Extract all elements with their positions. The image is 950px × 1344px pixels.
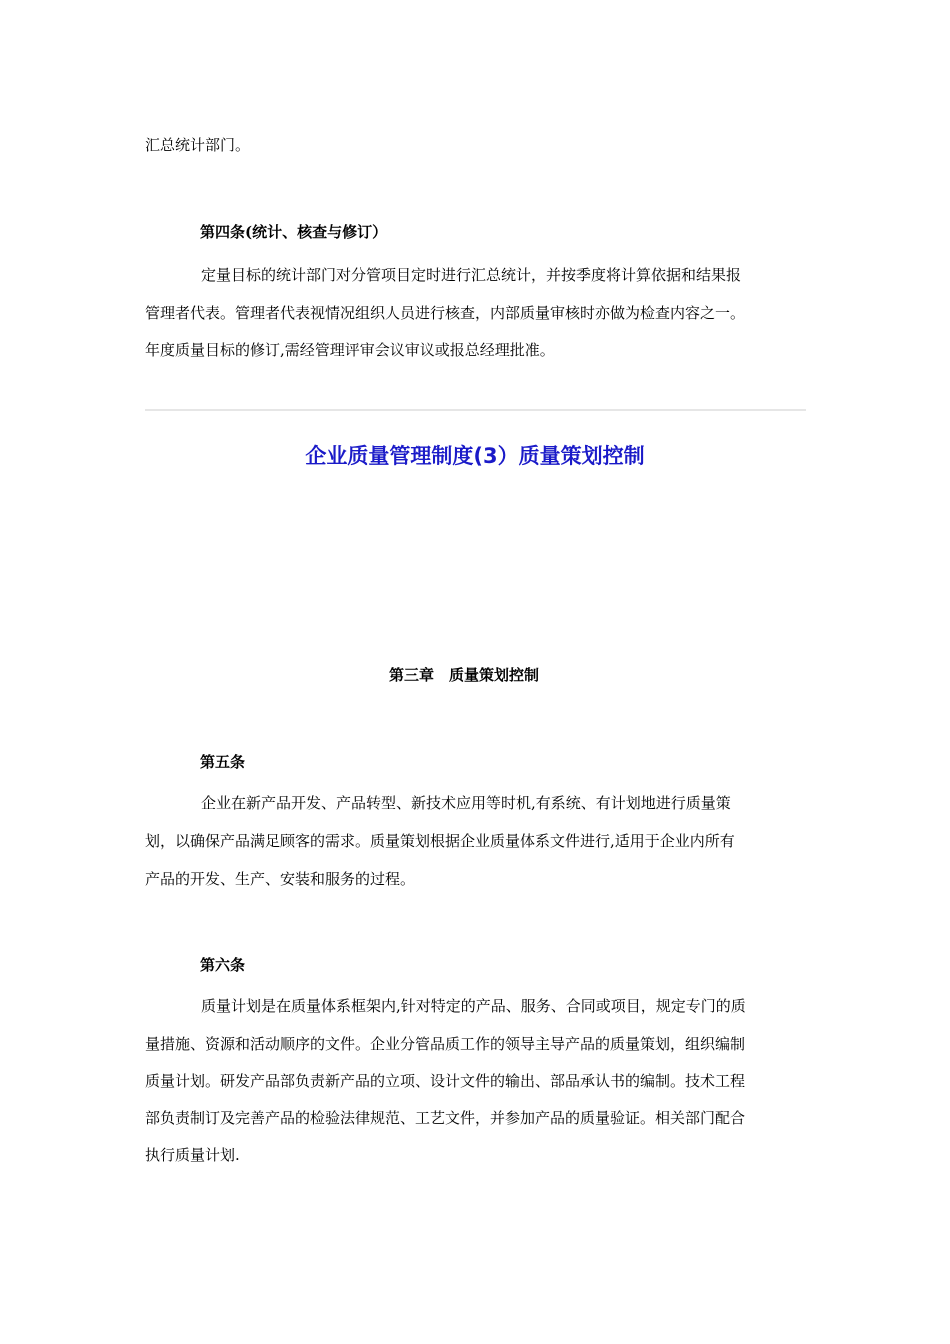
article-6-line-3: 质量计划。研发产品部负责新产品的立项、设计文件的输出、部品承认书的编制。技术工程 bbox=[145, 1072, 746, 1090]
prev-article-tail: 汇总统计部门。 bbox=[145, 136, 251, 154]
article-4-line-2: 管理者代表。管理者代表视情况组织人员进行核查，内部质量审核时亦做为检查内容之一。 bbox=[145, 304, 746, 322]
article-6-line-2: 量措施、资源和活动顺序的文件。企业分管品质工作的领导主导产品的质量策划，组织编制 bbox=[145, 1035, 746, 1053]
article-5-line-2: 划，以确保产品满足顾客的需求。质量策划根据企业质量体系文件进行,适用于企业内所有 bbox=[145, 832, 735, 850]
article-6-line-4: 部负责制订及完善产品的检验法律规范、工艺文件，并参加产品的质量验证。相关部门配合 bbox=[145, 1109, 746, 1127]
article-6-heading: 第六条 bbox=[200, 956, 246, 974]
article-4-line-1: 定量目标的统计部门对分管项目定时进行汇总统计，并按季度将计算依据和结果报 bbox=[201, 266, 742, 284]
section-title-link[interactable]: 企业质量管理制度(3）质量策划控制 bbox=[305, 444, 645, 468]
article-4-heading: 第四条(统计、核查与修订） bbox=[200, 223, 388, 241]
article-5-line-3: 产品的开发、生产、安装和服务的过程。 bbox=[145, 870, 416, 888]
article-5-heading: 第五条 bbox=[200, 753, 246, 771]
article-4-line-3: 年度质量目标的修订,需经管理评审会议审议或报总经理批准。 bbox=[145, 341, 555, 359]
article-6-line-5: 执行质量计划. bbox=[145, 1146, 240, 1164]
article-6-line-1: 质量计划是在质量体系框架内,针对特定的产品、服务、合同或项目，规定专门的质 bbox=[201, 997, 746, 1015]
chapter-heading: 第三章 质量策划控制 bbox=[388, 666, 539, 684]
section-divider bbox=[145, 409, 806, 411]
article-5-line-1: 企业在新产品开发、产品转型、新技术应用等时机,有系统、有计划地进行质量策 bbox=[201, 794, 731, 812]
